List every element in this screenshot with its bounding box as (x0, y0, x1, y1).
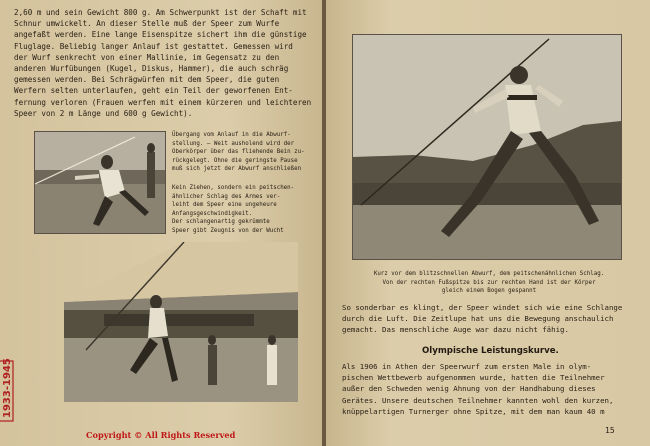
caption-line: stellung. — Weit ausholend wird der (172, 140, 295, 147)
left-page (0, 0, 324, 446)
javelin-photo-1 (34, 131, 166, 234)
caption-line: Oberkörper über das fliehende Bein zu- (172, 149, 305, 156)
caption-line: Speer gibt Zeugnis von der Wucht (172, 227, 284, 234)
text-line: Schnur umwickelt. An dieser Stelle muß der Speer zum Wurfe (14, 19, 280, 29)
text-line: durch die Luft. Die Zeitlupe hat uns die Bewegung anschaulich (342, 314, 614, 324)
stamp-years: 1933-1945 (2, 358, 13, 418)
caption-line: gleich einem Bogen gespannt (441, 288, 537, 295)
text-line: Fluglage. Beliebig langer Anlauf ist gestattet. Gemessen wird (14, 41, 293, 51)
right-page (326, 0, 650, 446)
caption-line: Anfangsgeschwindigkeit. (172, 210, 253, 217)
collector-stamp (0, 336, 56, 446)
caption-line: Der schlangenartig gekrümmte (172, 219, 270, 226)
text-line: fernung verloren (Frauen werfen mit einem kürzeren und leichteren (14, 97, 312, 107)
javelin-photo-large (352, 34, 622, 260)
copyright-notice: Copyright © All Rights Reserved (86, 430, 236, 440)
text-line: anderen Wurfübungen (Kugel, Diskus, Hammer), die auch schräg (14, 64, 289, 74)
text-line: knüppelartigen Turnerger ohne Spitze, mit dem man kaum 40 m (342, 406, 605, 416)
text-line: pischen Wettbewerb aufgenommen wurde, hatten die Teilnehmer (342, 373, 605, 383)
right-paragraph (342, 302, 642, 336)
caption-line: Von der rechten Fußspitze bis zur rechten Hand ist der Körper (382, 279, 596, 286)
left-paragraph (14, 7, 314, 119)
caption-line: leiht dem Speer eine ungeheure (172, 202, 277, 209)
caption-line: ähnlicher Schlag des Armes ver- (172, 193, 281, 200)
text-line: So sonderbar es klingt, der Speer windet sich wie eine Schlange (342, 303, 623, 312)
caption-line: rückgelegt. Ohne die geringste Pause (172, 157, 298, 164)
text-line: gemacht. Das menschliche Auge war dazu nicht fähig. (342, 325, 569, 335)
text-line: 2,60 m und sein Gewicht 800 g. Am Schwerpunkt ist der Schaft mit (14, 8, 307, 17)
javelin-photo-2 (64, 242, 298, 402)
caption-2 (172, 184, 320, 236)
caption-line: Kein Ziehen, sondern ein peitschen- (172, 185, 295, 191)
text-line: Speer von 2 m Länge und 600 g Gewicht). (14, 108, 193, 118)
text-line: Werfern selten unterlaufen, geht ein Teil der geworfenen Ent- (14, 86, 293, 96)
section-heading: Olympische Leistungskurve. (422, 346, 559, 356)
text-line: außer den Schweden wenig Ahnung von der Handhabung dieses (342, 384, 596, 394)
caption-line: muß sich jetzt der Abwurf anschließen (172, 166, 302, 173)
photo-caption (346, 270, 632, 296)
page-number: 15 (605, 426, 615, 435)
text-line: Als 1906 in Athen der Speerwurf zum ersten Male in olym- (342, 362, 592, 371)
caption-line: Kurz vor dem blitzschnellen Abwurf, dem peitschenähnlichen Schlag. (373, 271, 605, 277)
text-line: gemessen werden. Bei Schrägwürfen mit dem Speer, die guten (14, 75, 280, 85)
text-line: der Wurf senkrecht von einer Mallinie, im Gegensatz zu den (14, 52, 280, 62)
caption-1 (172, 131, 320, 174)
text-line: Gerätes. Unsere deutschen Teilnehmer kannten wohl den kurzen, (342, 395, 614, 405)
text-line: angefaßt werden. Eine lange Eisenspitze sichert ihm die günstige (14, 30, 307, 40)
caption-line: Übergang vom Anlauf in die Abwurf- (172, 132, 291, 138)
body-paragraph (342, 361, 642, 417)
